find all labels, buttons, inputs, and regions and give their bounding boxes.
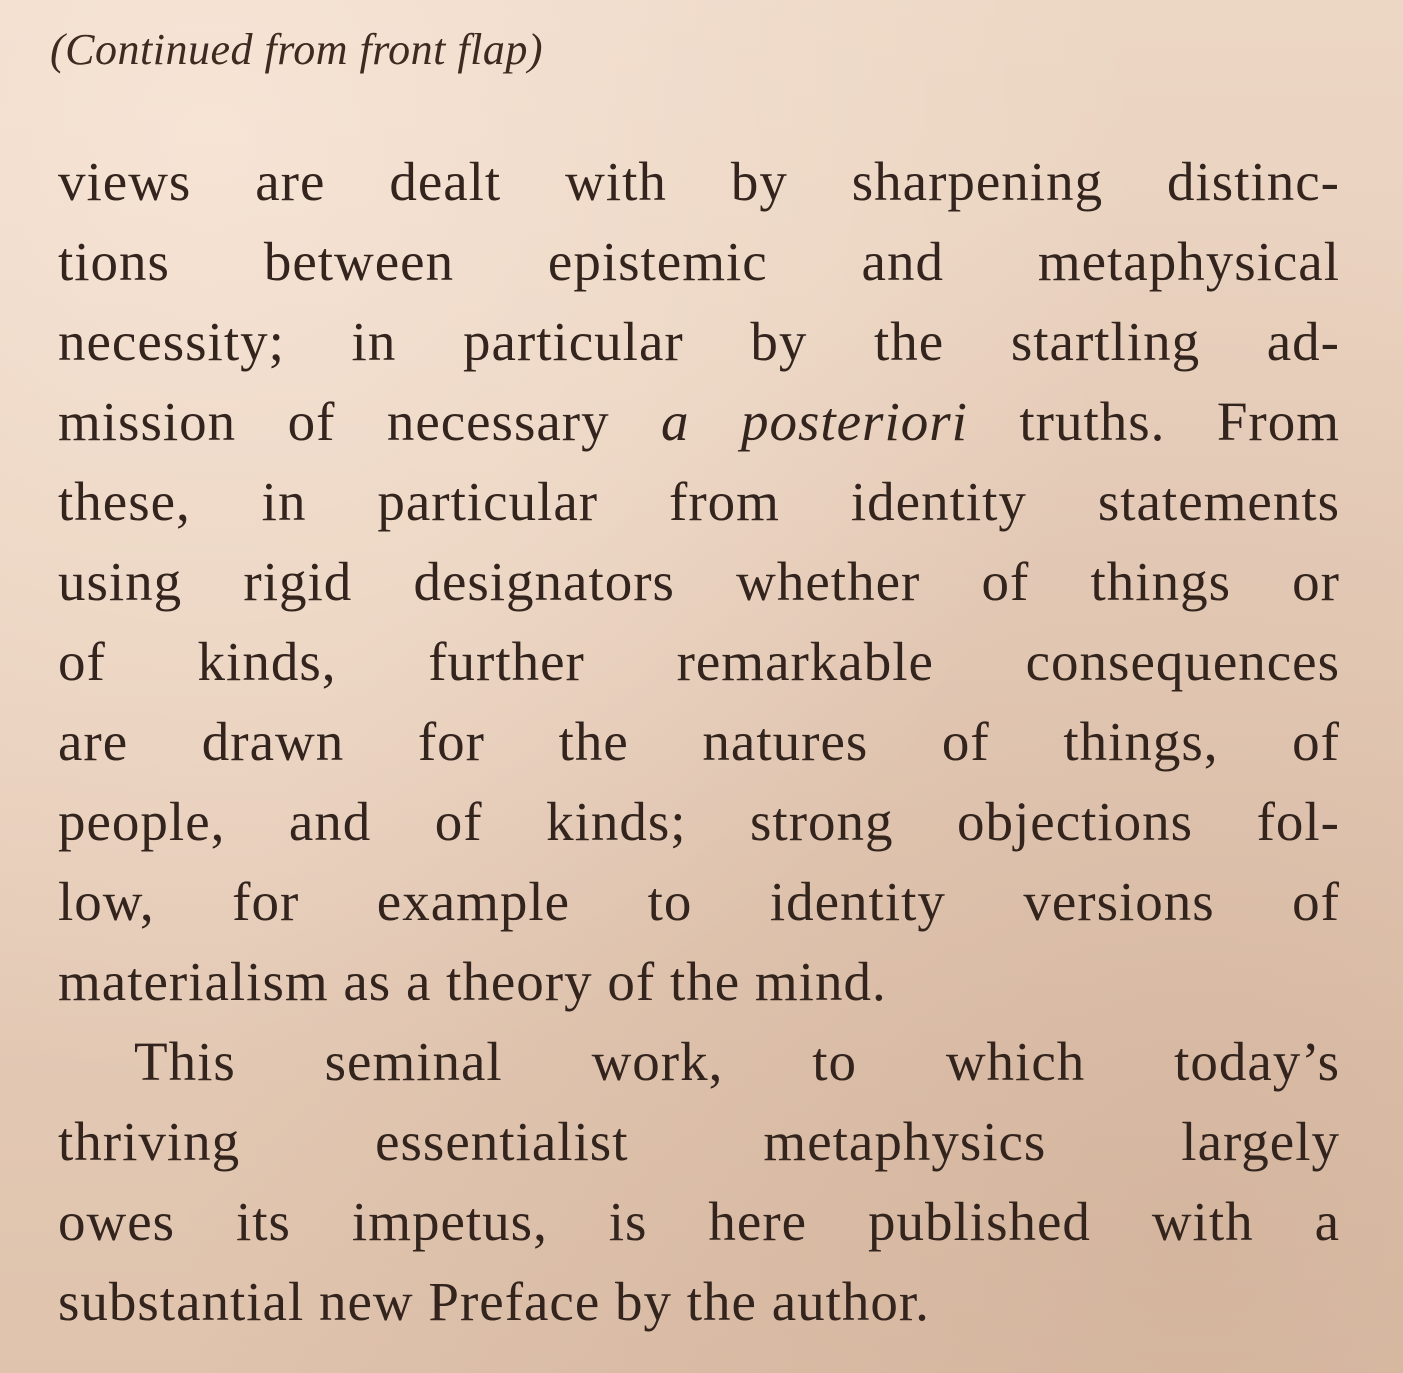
line-4-suffix: truths. From: [1019, 391, 1341, 452]
flap-body-text: [58, 142, 1340, 1342]
paragraph-1-line-4: [58, 382, 1340, 462]
line-4-prefix: mission of necessary: [58, 391, 610, 452]
continued-from-front-flap-note: (Continued from front flap): [50, 25, 544, 74]
paragraph-2-line-2: thriving essentialist metaphysics largely: [58, 1111, 1340, 1172]
paragraph-1-line-8: are drawn for the natures of things, of: [58, 711, 1340, 772]
paragraph-1-line-6: using rigid designators whether of things or: [58, 551, 1340, 612]
paragraph-2-line-3: owes its impetus, is here published with a: [58, 1191, 1340, 1252]
paragraph-1-line-5: these, in particular from identity statements: [58, 471, 1340, 532]
a-posteriori-italic: a posteriori: [661, 391, 968, 452]
paragraph-1-line-10: low, for example to identity versions of: [58, 871, 1340, 932]
paragraph-1-line-1: views are dealt with by sharpening distinc-: [58, 151, 1340, 212]
paragraph-1-line-2: tions between epistemic and metaphysical: [58, 231, 1340, 292]
paragraph-1-line-11: materialism as a theory of the mind.: [58, 951, 887, 1012]
paragraph-1-line-3: necessity; in particular by the startling ad-: [58, 311, 1340, 372]
paragraph-1-line-7: of kinds, further remarkable consequences: [58, 631, 1340, 692]
paragraph-2-line-4: substantial new Preface by the author.: [58, 1271, 930, 1332]
paragraph-1-line-9: people, and of kinds; strong objections fol-: [58, 791, 1340, 852]
paragraph-2-line-1: This seminal work, to which today’s: [134, 1031, 1340, 1092]
